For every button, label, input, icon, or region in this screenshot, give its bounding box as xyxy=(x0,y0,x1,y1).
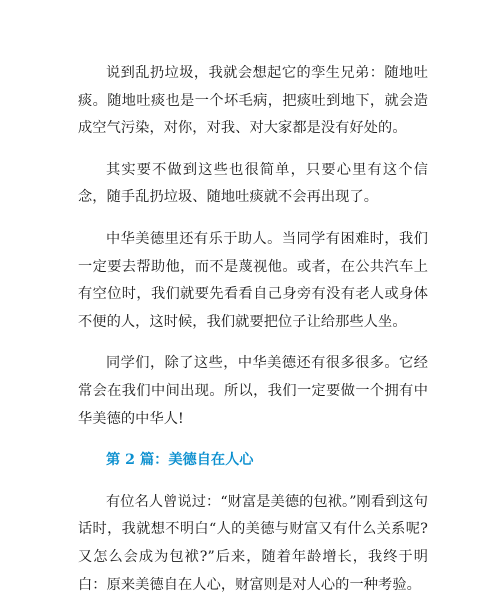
section-title: 第 2 篇：美德自在人心 xyxy=(106,452,254,469)
paragraph-conclusion: 同学们，除了这些，中华美德还有很多很多。它经常会在我们中间出现。所以，我们一定要做一个拥有中华美德的中华人! xyxy=(78,355,428,427)
paragraph-spitting: 说到乱扔垃圾，我就会想起它的孪生兄弟：随地吐痰。随地吐痰也是一个坏毛病，把痰吐到地下，就会造成空气污染，对你，对我、对大家都是没有好处的。 xyxy=(78,65,428,137)
paragraph-helping-others: 中华美德里还有乐于助人。当同学有困难时，我们一定要去帮助他，而不是蔑视他。或者，在公共汽车上有空位时，我们就要先看看自己身旁有没有老人或身体不便的人，这时候，我们就要把位子让给那些人坐。 xyxy=(78,230,428,330)
paragraph-wealth-virtue: 有位名人曾说过：“财富是美德的包袱。”刚看到这句话时，我就想不明白“人的美德与财富又有什么关系呢?又怎么会成为包袱?”后来，随着年龄增长，我终于明白：原来美德自在人心，财富则是对人心的一种考验。 xyxy=(78,493,428,593)
document-page xyxy=(78,60,428,613)
paragraph-belief: 其实要不做到这些也很简单，只要心里有这个信念，随手乱扔垃圾、随地吐痰就不会再出现了。 xyxy=(78,161,428,206)
